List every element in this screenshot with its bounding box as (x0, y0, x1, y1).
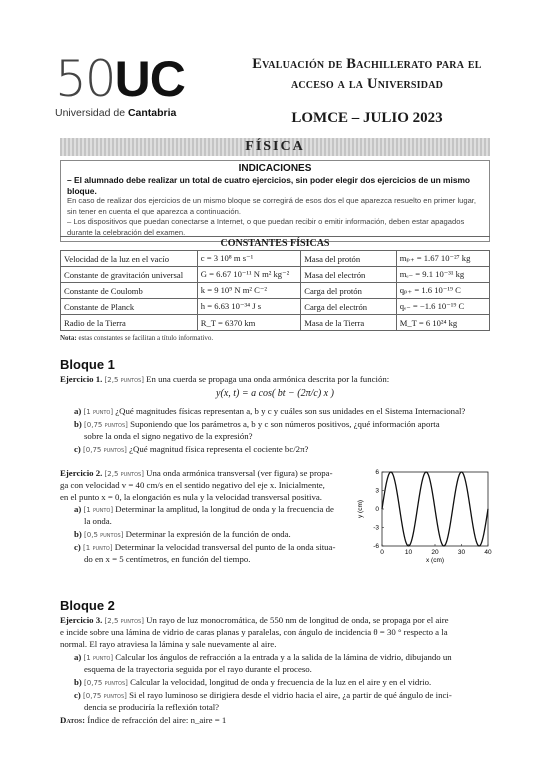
wave-curve (382, 472, 488, 546)
ex3-part-b-label: b) (74, 677, 82, 687)
constant-value: M_T = 6 10²⁴ kg (396, 315, 489, 331)
constant-name: Masa de la Tierra (301, 315, 396, 331)
data-label: Datos: (60, 715, 86, 725)
exercise-1-text: En una cuerda se propaga una onda armónica descrita por la función: (143, 374, 390, 384)
exam-title-line2: acceso a la Universidad (290, 76, 444, 92)
block-2-title: Bloque 2 (60, 598, 115, 613)
exercise-3-label: Ejercicio 3. (60, 615, 103, 625)
exercise-3-part-b (60, 676, 431, 689)
constant-value: k = 9 10⁹ N m² C⁻² (197, 283, 301, 299)
exercise-2-text-1: Una onda armónica transversal (ver figura) se propa- (143, 468, 333, 478)
ex2-part-c-label: c) (74, 542, 81, 552)
ex2-part-b-label: b) (74, 529, 82, 539)
constant-value: qₑ₋ = −1.6 10⁻¹⁹ C (396, 299, 489, 315)
x-tick-label: 10 (404, 549, 413, 556)
university-logo (55, 50, 195, 119)
exercise-1-part-c (60, 443, 308, 456)
ex3-part-a-text: Calcular los ángulos de refracción a la entrada y a la salida de la lámina de vidrio, dibujando un (113, 652, 452, 662)
logo-number: 50 (55, 50, 115, 108)
y-tick-label: 6 (375, 469, 379, 477)
exercise-2-line2: ga con velocidad v = 40 cm/s en el sentido negativo del eje x. Inicialmente, (60, 480, 325, 490)
exercise-2-part-a-cont: la onda. (84, 516, 112, 526)
logo-sub-prefix: Universidad de (55, 107, 128, 119)
exercise-1-intro (60, 373, 389, 386)
exercise-2-points: [2,5 puntos] (104, 470, 144, 478)
y-tick-label: 3 (375, 487, 379, 495)
exercise-2-line3: en el punto x = 0, la elongación es nula y la velocidad transversal positiva. (60, 492, 322, 502)
exercise-1-points: [2,5 puntos] (104, 376, 144, 384)
constant-name: Constante de Planck (61, 299, 198, 315)
y-tick-label: 0 (375, 506, 379, 514)
part-c-label: c) (74, 444, 81, 454)
exercise-1-part-b-cont: sobre la onda el signo negativo de la expresión? (84, 431, 253, 441)
exercise-3-part-a-cont: esquema de la trayectoria seguida por el rayo durante el proceso. (84, 664, 312, 674)
constants-note (60, 334, 490, 342)
x-tick-label: 20 (431, 549, 439, 556)
exercise-3-points: [2,5 puntos] (104, 617, 144, 625)
ex2-part-a-points: [1 punto] (83, 506, 114, 514)
part-a-text: ¿Qué magnitudes físicas representan a, b y c y cuáles son sus unidades en el Sistema Internacional? (113, 406, 466, 416)
x-tick-label: 0 (380, 549, 384, 556)
constant-value: mₑ₋ = 9.1 10⁻³¹ kg (396, 267, 489, 283)
instructions-title: INDICACIONES (238, 163, 312, 174)
ex3-part-b-points: [0,75 puntos] (84, 679, 128, 687)
exercise-2-label: Ejercicio 2. (60, 468, 103, 478)
x-tick-label: 40 (484, 549, 492, 556)
logo-mark (55, 50, 195, 108)
ex3-part-a-points: [1 punto] (83, 654, 114, 662)
constant-name: Masa del protón (301, 251, 396, 267)
graph-x-label: x (cm) (425, 557, 445, 564)
constant-name: Radio de la Tierra (61, 315, 198, 331)
graph-y-label: y (cm) (357, 499, 364, 519)
exam-header (55, 50, 515, 130)
y-tick-label: -6 (373, 543, 379, 551)
constants-row (61, 315, 490, 331)
constants-row (61, 267, 490, 283)
ex2-part-a-text: Determinar la amplitud, la longitud de onda y la frecuencia de (113, 504, 334, 514)
constants-section (60, 236, 490, 342)
ex2-part-c-text: Determinar la velocidad transversal del punto de la onda situa- (112, 542, 336, 552)
constant-value: R_T = 6370 km (197, 315, 301, 331)
constant-name: Constante de gravitación universal (61, 267, 198, 283)
part-b-text: Suponiendo que los parámetros a, b y c son números positivos, ¿qué información aporta (127, 419, 440, 429)
subject-banner: FÍSICA (60, 138, 490, 156)
constant-value: h = 6.63 10⁻³⁴ J s (197, 299, 301, 315)
part-a-points: [1 punto] (83, 408, 114, 416)
exercise-3-part-c-cont: dencia se produciría la reflexión total? (84, 702, 220, 712)
exam-session: LOMCE – JULIO 2023 (291, 110, 443, 126)
constant-value: G = 6.67 10⁻¹¹ N m² kg⁻² (197, 267, 301, 283)
exercise-1-part-a (60, 405, 465, 418)
constant-name: Masa del electrón (301, 267, 396, 283)
x-tick-label: 30 (457, 549, 466, 556)
constants-row (61, 299, 490, 315)
exam-title-line1: Evaluación de Bachillerato para el (252, 56, 482, 72)
constants-table (60, 250, 490, 331)
constant-name: Constante de Coulomb (61, 283, 198, 299)
exercise-2-part-b (60, 528, 291, 541)
constant-value: c = 3 10⁸ m s⁻¹ (197, 251, 301, 267)
ex2-part-c-points: [1 punto] (83, 544, 113, 552)
instructions-main-rule: – El alumnado debe realizar un total de cuatro ejercicios, sin poder elegir dos ejercicios de un mismo bloque. (67, 175, 471, 196)
note-label: Nota: (60, 334, 77, 342)
ex2-part-b-text: Determinar la expresión de la función de onda. (123, 529, 291, 539)
exercise-3-line3: normal. El rayo atraviesa la lámina y sale nuevamente al aire. (60, 639, 277, 649)
part-a-label: a) (74, 406, 82, 416)
exercise-3-data (60, 714, 226, 726)
logo-subtitle (55, 107, 195, 119)
ex3-part-c-text: Si el rayo luminoso se dirigiera desde el vidrio hacia el aire, ¿a partir de qué ángulo de inci- (126, 690, 452, 700)
exercise-2-part-c-cont: do en x = 5 centímetros, en función del tiempo. (84, 554, 251, 564)
exam-title (217, 54, 517, 94)
ex3-part-b-text: Calcular la velocidad, longitud de onda y frecuencia de la luz en el aire y en el vidrio. (127, 677, 432, 687)
data-text: Índice de refracción del aire: n_aire = 1 (85, 715, 227, 725)
ex3-part-c-points: [0,75 puntos] (83, 692, 127, 700)
constants-row (61, 283, 490, 299)
constants-title: CONSTANTES FÍSICAS (60, 236, 490, 250)
constant-name: Carga del protón (301, 283, 396, 299)
block-1-title: Bloque 1 (60, 357, 115, 372)
constant-value: qₚ₊ = 1.6 10⁻¹⁹ C (396, 283, 489, 299)
ex2-part-a-label: a) (74, 504, 82, 514)
y-tick-label: -3 (373, 524, 379, 532)
logo-sub-bold: Cantabria (127, 107, 177, 119)
ex3-part-c-label: c) (74, 690, 81, 700)
part-b-label: b) (74, 419, 82, 429)
wave-graph (354, 466, 494, 566)
part-c-text: ¿Qué magnitud física representa el cociente bc/2π? (126, 444, 309, 454)
constant-value: mₚ₊ = 1.67 10⁻²⁷ kg (396, 251, 489, 267)
note-text: estas constantes se facilitan a título informativo. (76, 334, 214, 342)
constants-row (61, 251, 490, 267)
instructions-rule-3: – Los dispositivos que puedan conectarse a Internet, o que puedan recibir o emitir información, deben estar apagados durante la celebración del examen. (67, 217, 465, 237)
logo-letters: UC (114, 51, 185, 107)
ex3-part-a-label: a) (74, 652, 82, 662)
exercise-1-label: Ejercicio 1. (60, 374, 103, 384)
instructions-rule-2: En caso de realizar dos ejercicios de un mismo bloque se corregirá de esos dos el que aparezca resuelto en primer lugar, sin tener en cuenta el que aparezca a continuación. (67, 196, 477, 216)
part-b-points: [0,75 puntos] (84, 421, 128, 429)
exercise-3-line2: e incide sobre una lámina de vidrio de caras planas y paralelas, con ángulo de incidencia θ = 30 ° respecto a la (60, 627, 448, 637)
wave-formula: y(x, t) = a cos( bt − (2π/c) x ) (216, 388, 334, 399)
constant-name: Velocidad de la luz en el vacío (61, 251, 198, 267)
instructions-box (60, 160, 490, 242)
constant-name: Carga del electrón (301, 299, 396, 315)
ex2-part-b-points: [0,5 puntos] (84, 531, 124, 539)
exercise-3-text-1: Un rayo de luz monocromática, de 550 nm de longitud de onda, se propaga por el aire (143, 615, 449, 625)
part-c-points: [0,75 puntos] (83, 446, 127, 454)
